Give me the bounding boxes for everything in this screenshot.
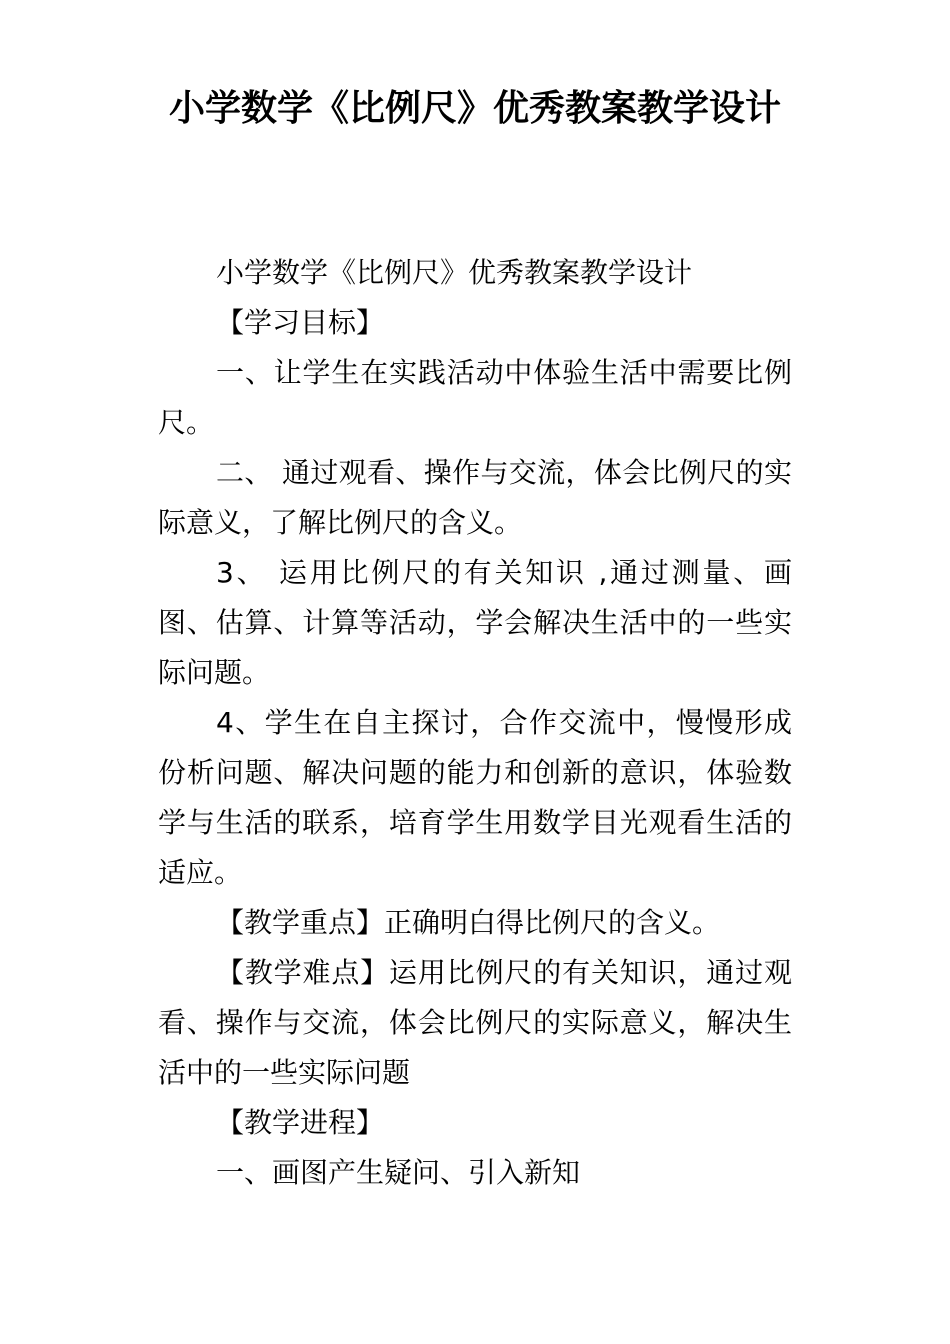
paragraph-step-1: 一、画图产生疑问、引入新知 bbox=[216, 1156, 581, 1189]
paragraph-teaching-difficulty: 【教学难点】运用比例尺的有关知识，通过观看、操作与交流，体会比例尺的实际意义，解决生活中的一些实际问题 bbox=[158, 956, 792, 1089]
document-title: 小学数学《比例尺》优秀教案教学设计 bbox=[168, 88, 781, 129]
paragraph-goal-2: 二、 通过观看、操作与交流，体会比例尺的实际意义，了解比例尺的含义。 bbox=[158, 456, 792, 539]
paragraph-teaching-process-heading: 【教学进程】 bbox=[216, 1106, 385, 1139]
paragraph-goal-1: 一、让学生在实践活动中体验生活中需要比例尺。 bbox=[158, 356, 792, 439]
paragraph-goal-4: 4、学生在自主探讨，合作交流中，慢慢形成份析问题、解决问题的能力和创新的意识，体验数学与生活的联系，培育学生用数学目光观看生活的适应。 bbox=[158, 706, 792, 889]
document-body bbox=[158, 248, 792, 1198]
paragraph-goal-3: 3、 运用比例尺的有关知识 ,通过测量、画图、估算、计算等活动，学会解决生活中的一些实际问题。 bbox=[158, 556, 792, 689]
paragraph-subtitle: 小学数学《比例尺》优秀教案教学设计 bbox=[216, 256, 693, 289]
paragraph-teaching-focus: 【教学重点】正确明白得比例尺的含义。 bbox=[216, 906, 721, 939]
paragraph-learning-goals-heading: 【学习目标】 bbox=[216, 306, 385, 339]
